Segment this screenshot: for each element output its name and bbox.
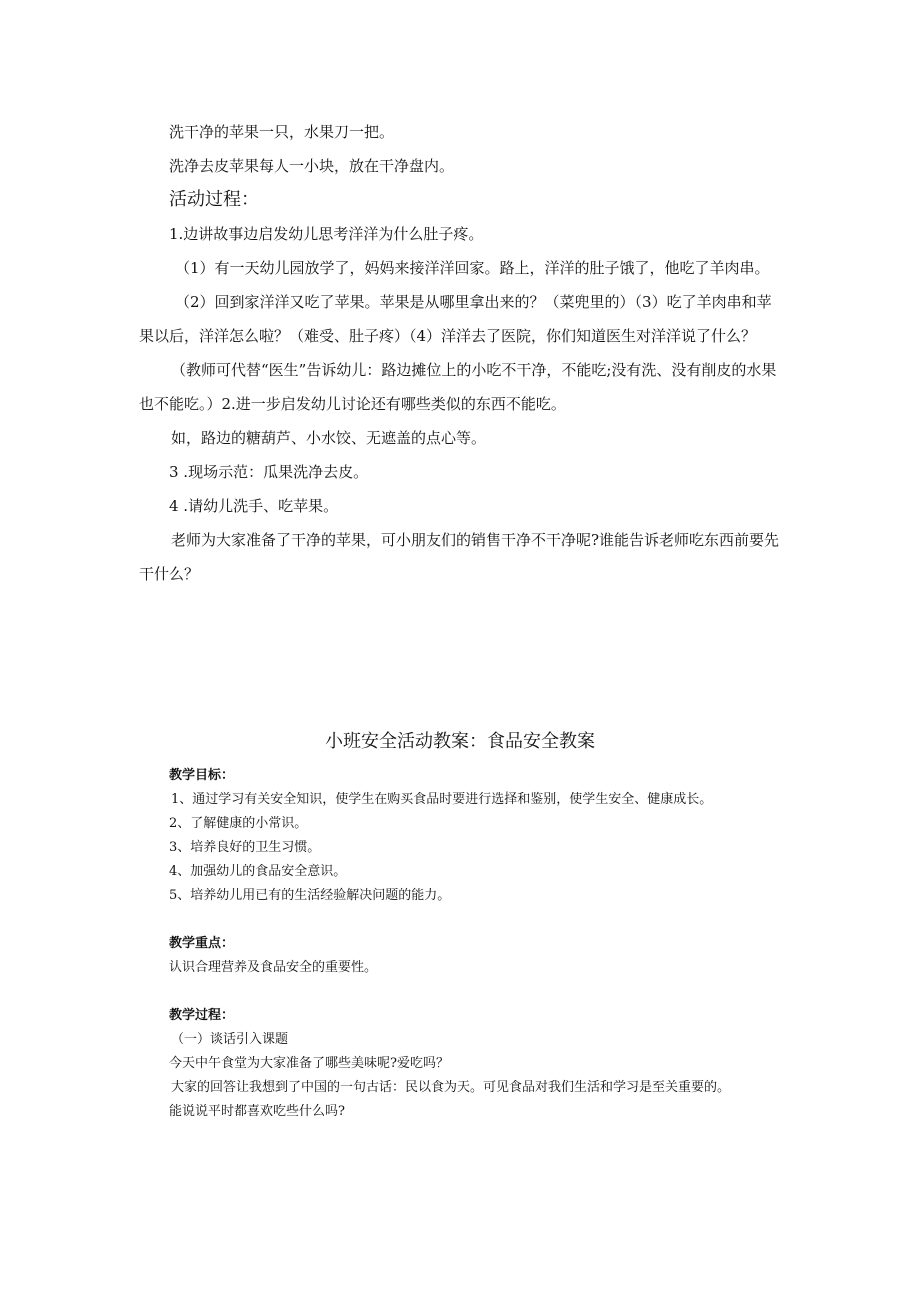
materials-line-1: 洗干净的苹果一只，水果刀一把。 — [169, 123, 395, 141]
goal-item: 2、了解健康的小常识。 — [169, 816, 308, 831]
goal-item: 3、培养良好的卫生习惯。 — [169, 840, 321, 855]
step-3: 3 .现场示范：瓜果洗净去皮。 — [169, 463, 369, 481]
process-line-2: 大家的回答让我想到了中国的一句古话：民以食为天。可见食品对我们生活和学习是至关重要的。 — [171, 1080, 731, 1095]
teaching-key-text: 认识合理营养及食品安全的重要性。 — [169, 960, 378, 975]
closing-paragraph: 老师为大家准备了干净的苹果，可小朋友们的销售干净不干净呢?谁能告诉老师吃东西前要先干什么？ — [139, 531, 780, 583]
activity-process-heading: 活动过程： — [169, 189, 259, 210]
process-subheading-1: （一）谈话引入课题 — [171, 1032, 289, 1047]
story-paragraph-2: （2）回到家洋洋又吃了苹果。苹果是从哪里拿出来的？（菜兜里的）（3）吃了羊肉串和苹果以后，洋洋怎么啦？（难受、肚子疼）（4）洋洋去了医院，你们知道医生对洋洋说了什么？ — [139, 293, 772, 345]
example-paragraph: 如，路边的糖葫芦、小水饺、无遮盖的点心等。 — [171, 429, 487, 447]
lesson-plan-title: 小班安全活动教案：食品安全教案 — [325, 731, 595, 752]
story-paragraph-1: （1）有一天幼儿园放学了，妈妈来接洋洋回家。路上，洋洋的肚子饿了，他吃了羊肉串。 — [175, 259, 770, 277]
process-line-3: 能说说平时都喜欢吃些什么吗? — [169, 1104, 345, 1119]
teaching-goals-heading: 教学目标： — [169, 768, 235, 783]
goal-item: 5、培养幼儿用已有的生活经验解决问题的能力。 — [169, 888, 451, 903]
step-1: 1.边讲故事边启发幼儿思考洋洋为什么肚子疼。 — [169, 225, 484, 243]
goal-item: 1、通过学习有关安全知识，使学生在购买食品时要进行选择和鉴别，使学生安全、健康成长。 — [171, 792, 713, 807]
goal-item: 4、加强幼儿的食品安全意识。 — [169, 864, 347, 879]
process-line-1: 今天中午食堂为大家准备了哪些美味呢?爱吃吗？ — [169, 1056, 449, 1071]
section-activity-process — [139, 115, 784, 591]
teacher-note-paragraph: （教师可代替“医生”告诉幼儿：路边摊位上的小吃不干净，不能吃;没有洗、没有削皮的水果也不能吃。）2.进一步启发幼儿讨论还有哪些类似的东西不能吃。 — [139, 361, 777, 413]
step-4: 4 .请幼儿洗手、吃苹果。 — [169, 497, 339, 515]
teaching-process-heading: 教学过程： — [169, 1008, 235, 1023]
materials-line-2: 洗净去皮苹果每人一小块，放在干净盘内。 — [169, 157, 455, 175]
section-lesson-plan — [139, 764, 784, 1124]
teaching-key-heading: 教学重点： — [169, 936, 235, 951]
